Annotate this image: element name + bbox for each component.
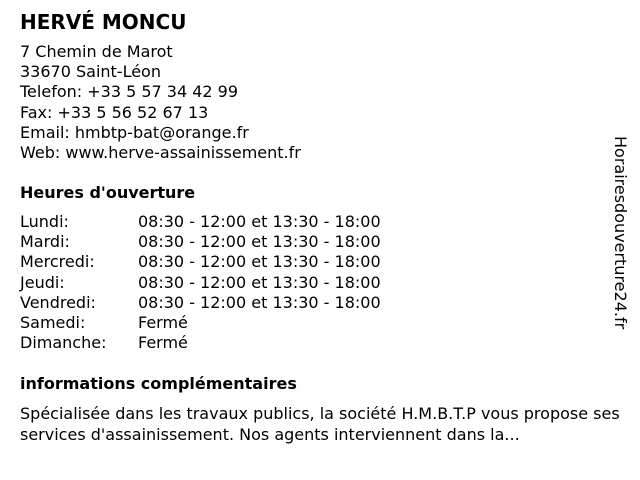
hours-value: Fermé bbox=[138, 333, 188, 353]
day-label: Dimanche: bbox=[20, 333, 107, 353]
hours-row-friday bbox=[20, 293, 440, 313]
day-label: Jeudi: bbox=[20, 272, 65, 292]
street-address: 7 Chemin de Marot bbox=[20, 42, 173, 61]
hours-row-monday bbox=[20, 212, 440, 232]
business-description: Spécialisée dans les travaux publics, la société H.M.B.T.P vous propose ses services d'assainissement. Nos agents interviennent dans la... bbox=[20, 404, 620, 444]
hours-row-tuesday bbox=[20, 232, 440, 252]
hours-row-thursday bbox=[20, 273, 440, 293]
email-address: Email: hmbtp-bat@orange.fr bbox=[20, 122, 249, 142]
hours-value: 08:30 - 12:00 et 13:30 - 18:00 bbox=[138, 252, 381, 272]
hours-value: 08:30 - 12:00 et 13:30 - 18:00 bbox=[138, 212, 381, 231]
business-name: HERVÉ MONCU bbox=[20, 10, 187, 34]
website-address: Web: www.herve-assainissement.fr bbox=[20, 142, 301, 162]
city-address: 33670 Saint-Léon bbox=[20, 62, 161, 82]
day-label: Samedi: bbox=[20, 312, 86, 332]
hours-row-wednesday bbox=[20, 252, 440, 272]
day-label: Vendredi: bbox=[20, 292, 96, 312]
hours-value: 08:30 - 12:00 et 13:30 - 18:00 bbox=[138, 292, 381, 312]
opening-hours-table bbox=[20, 212, 440, 353]
phone-number: Telefon: +33 5 57 34 42 99 bbox=[20, 82, 239, 102]
contact-block bbox=[20, 42, 301, 163]
hours-value: 08:30 - 12:00 et 13:30 - 18:00 bbox=[138, 232, 381, 252]
hours-row-sunday bbox=[20, 333, 440, 353]
additional-info-heading: informations complémentaires bbox=[20, 374, 297, 393]
hours-value: 08:30 - 12:00 et 13:30 - 18:00 bbox=[138, 272, 381, 292]
day-label: Lundi: bbox=[20, 212, 69, 231]
hours-value: Fermé bbox=[138, 312, 188, 332]
site-watermark: Horairesdouverture24.fr bbox=[611, 136, 630, 330]
opening-hours-heading: Heures d'ouverture bbox=[20, 183, 196, 202]
fax-number: Fax: +33 5 56 52 67 13 bbox=[20, 102, 209, 122]
day-label: Mardi: bbox=[20, 232, 70, 252]
hours-row-saturday bbox=[20, 313, 440, 333]
day-label: Mercredi: bbox=[20, 252, 95, 272]
